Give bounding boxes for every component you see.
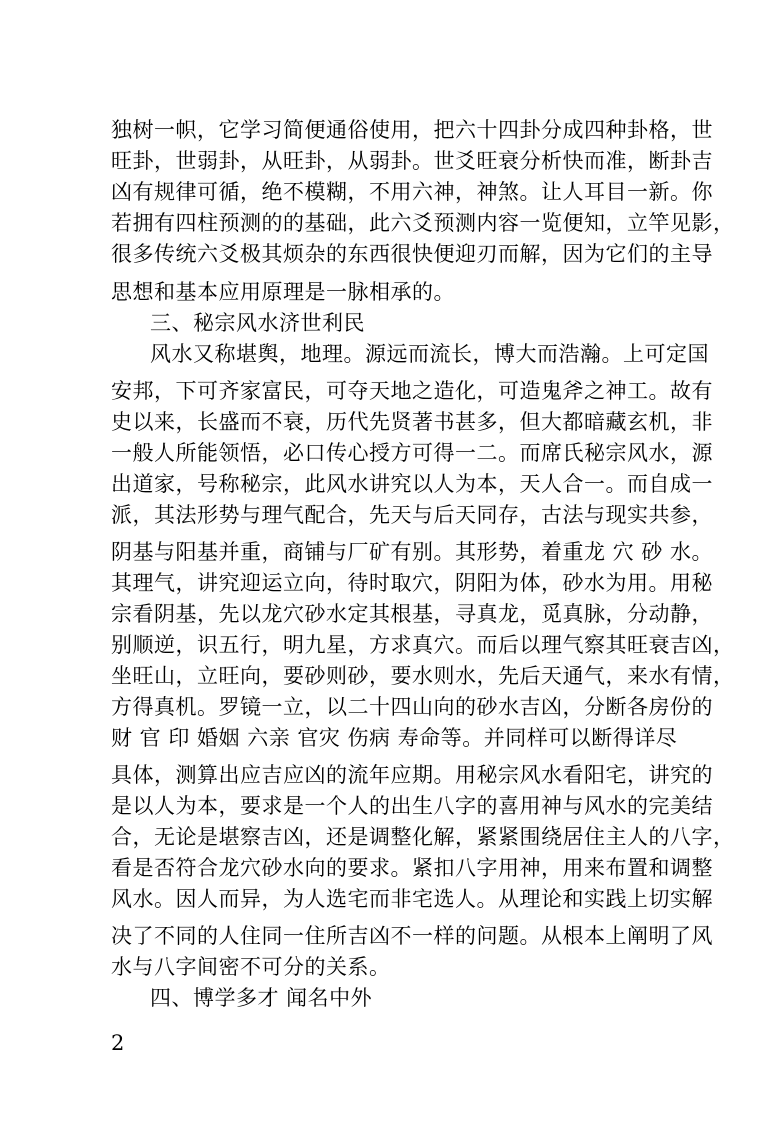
text-line: 看是否符合龙穴砂水向的要求。紧扣八字用神，用来布置和调整 (111, 856, 713, 880)
text-line: 方得真机。罗镜一立，以二十四山向的砂水吉凶，分断各房份的 (111, 695, 713, 719)
text-line: 旺卦，世弱卦，从旺卦，从弱卦。世爻旺衰分析快而准，断卦吉 (111, 149, 713, 173)
text-line: 合，无论是堪察吉凶，还是调整化解，紧紧围绕居住主人的八字， (111, 825, 735, 849)
page-number: 2 (111, 1031, 125, 1055)
section-heading: 三、秘宗风水济世利民 (150, 311, 365, 335)
text-line: 安邦，下可齐家富民，可夺天地之造化，可造鬼斧之神工。故有 (111, 379, 713, 403)
text-line: 阴基与阳基并重，商铺与厂矿有别。其形势，着重龙 穴 砂 水。 (111, 540, 714, 564)
text-line: 出道家，号称秘宗，此风水讲究以人为本，天人合一。而自成一 (111, 472, 713, 496)
text-line: 具体，测算出应吉应凶的流年应期。用秘宗风水看阳宅，讲究的 (111, 763, 713, 787)
text-line: 宗看阴基，先以龙穴砂水定其根基，寻真龙，觅真脉，分动静， (111, 602, 713, 626)
text-line: 风水又称堪舆，地理。源远而流长，博大而浩瀚。上可定国 (150, 342, 709, 366)
text-line: 派，其法形势与理气配合，先天与后天同存，古法与现实共参， (111, 503, 713, 527)
text-line: 独树一帜，它学习简便通俗使用，把六十四卦分成四种卦格，世 (111, 118, 713, 142)
text-line: 很多传统六爻极其烦杂的东西很快便迎刃而解，因为它们的主导 (111, 242, 713, 266)
text-line: 凶有规律可循，绝不模糊，不用六神，神煞。让人耳目一新。你 (111, 180, 713, 204)
text-line: 决了不同的人住同一住所吉凶不一样的问题。从根本上阐明了风 (111, 924, 713, 948)
text-line: 一般人所能领悟，必口传心授方可得一二。而席氏秘宗风水，源 (111, 441, 713, 465)
text-line: 别顺逆，识五行，明九星，方求真穴。而后以理气察其旺衰吉凶， (111, 633, 735, 657)
text-line: 水与八字间密不可分的关系。 (111, 955, 391, 979)
text-line: 财 官 印 婚姻 六亲 官灾 伤病 寿命等。并同样可以断得详尽 (111, 726, 678, 750)
text-line: 风水。因人而异，为人选宅而非宅选人。从理论和实践上切实解 (111, 887, 713, 911)
text-line: 其理气，讲究迎运立向，待时取穴，阴阳为体，砂水为用。用秘 (111, 571, 713, 595)
section-heading: 四、博学多才 闻名中外 (150, 986, 373, 1010)
text-line: 若拥有四柱预测的的基础，此六爻预测内容一览便知，立竿见影， (111, 211, 735, 235)
text-line: 坐旺山，立旺向，要砂则砂，要水则水，先后天通气，来水有情， (111, 664, 735, 688)
text-line: 是以人为本，要求是一个人的出生八字的喜用神与风水的完美结 (111, 794, 713, 818)
text-line: 史以来，长盛而不衰，历代先贤著书甚多，但大都暗藏玄机，非 (111, 410, 713, 434)
text-line: 思想和基本应用原理是一脉相承的。 (111, 280, 455, 304)
